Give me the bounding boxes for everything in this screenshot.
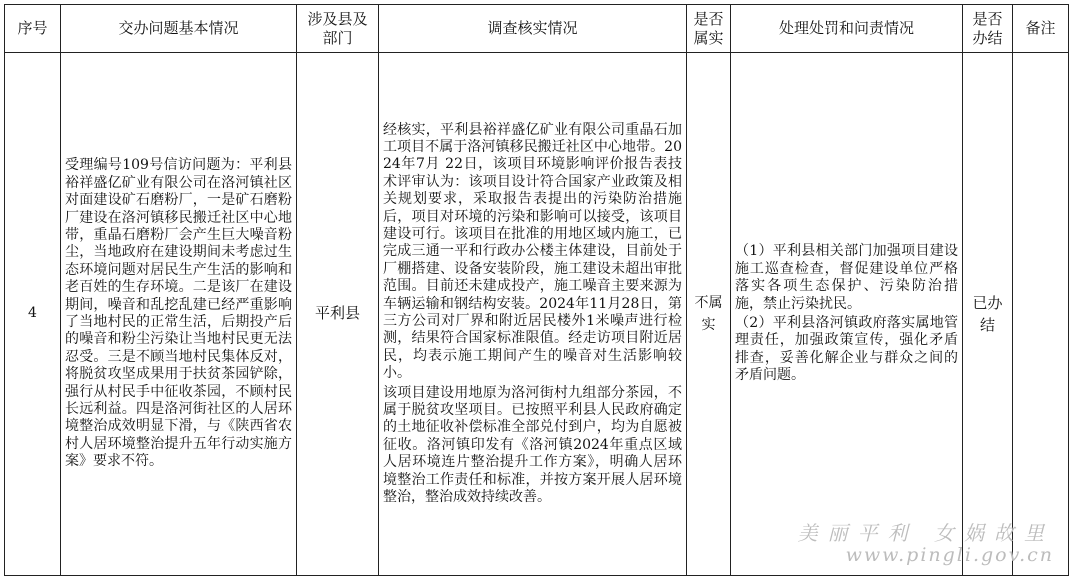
- cell-investigation: [379, 53, 687, 576]
- investigation-text-2: 该项目建设用地原为洛河街村九组部分茶园，不属于脱贫攻坚项目。已按照平利县人民政府确定的土地征收补偿标准全部兑付到户，均为自愿被征收。洛河镇印发有《洛河镇2024年重点区域人居环境连片整治提升工作方案》，明确人居环境整治工作责任和标准，并按方案开展人居环境整治，整治成效持续改善。: [383, 384, 682, 506]
- cell-is-true: 不属实: [687, 53, 731, 576]
- investigation-text-1: 经核实，平利县裕祥盛亿矿业有限公司重晶石加工项目不属于洛河镇移民搬迁社区中心地带。2024年7月 22日，该项目环境影响评价报告表技术评审认为：该项目设计符合国家产业政策及相关规划要求，采取报告表提出的污染防治措施后，项目对环境的污染和影响可以接受，该项目建设可行。该项目在批准的用地区域内施工，已完成三通一平和行政办公楼主体建设，目前处于厂棚搭建、设备安装阶段，施工建设未超出审批范围。目前还未建成投产，施工噪音主要来源为车辆运输和钢结构安装。2024年11月28日，第三方公司对厂界和附近居民楼外1米噪声进行检测，结果符合国家标准限值。经走访项目附近居民，均表示施工期间产生的噪音对生活影响较小。: [383, 121, 682, 382]
- header-investigation: 调查核实情况: [379, 5, 687, 53]
- handling-text-2: （2）平利县洛河镇政府落实属地管理责任，加强政策宣传，强化矛盾排查，妥善化解企业与群众之间的矛盾问题。: [735, 315, 958, 384]
- cell-handling: [731, 53, 963, 576]
- table-row: [5, 53, 1069, 576]
- cell-seq: 4: [5, 53, 61, 576]
- cell-done: 已办结: [963, 53, 1013, 576]
- header-is-true: 是否属实: [687, 5, 731, 53]
- cell-issue: [61, 53, 297, 576]
- header-handling: 处理处罚和问责情况: [731, 5, 963, 53]
- watermark-slogan: 美丽平利 女娲故里: [797, 521, 1054, 545]
- header-county: 涉及县及部门: [297, 5, 379, 53]
- header-seq: 序号: [5, 5, 61, 53]
- header-row: [5, 5, 1069, 53]
- watermark: [798, 517, 1054, 566]
- handling-text-1: （1）平利县相关部门加强项目建设施工巡查检查，督促建设单位严格落实各项生态保护、污染防治措施，禁止污染扰民。: [735, 243, 958, 312]
- header-issue: 交办问题基本情况: [61, 5, 297, 53]
- cell-remark: [1013, 53, 1069, 576]
- watermark-url: www.pingli.gov.cn: [845, 544, 1054, 566]
- issue-text: 受理编号109号信访问题为：平利县裕祥盛亿矿业有限公司在洛河镇社区对面建设矿石磨粉厂，一是矿石磨粉厂建设在洛河镇移民搬迁社区中心地带，重晶石磨粉厂会产生巨大噪音粉尘，当地政府在建设期间未考虑过生态环境问题对居民生产生活的影响和老百姓的生存环境。二是该厂在建设期间，噪音和乱挖乱建已经严重影响了当地村民的正常生活，后期投产后的噪音和粉尘污染让当地村民更无法忍受。三是不顾当地村民集体反对，将脱贫攻坚成果用于扶贫茶园铲除，强行从村民手中征收茶园，不顾村民长远利益。四是洛河街社区的人居环境整治成效明显下滑，与《陕西省农村人居环境整治提升五年行动实施方案》要求不符。: [65, 157, 292, 470]
- header-done: 是否办结: [963, 5, 1013, 53]
- cell-county: 平利县: [297, 53, 379, 576]
- header-remark: 备注: [1013, 5, 1069, 53]
- case-table: [4, 4, 1069, 576]
